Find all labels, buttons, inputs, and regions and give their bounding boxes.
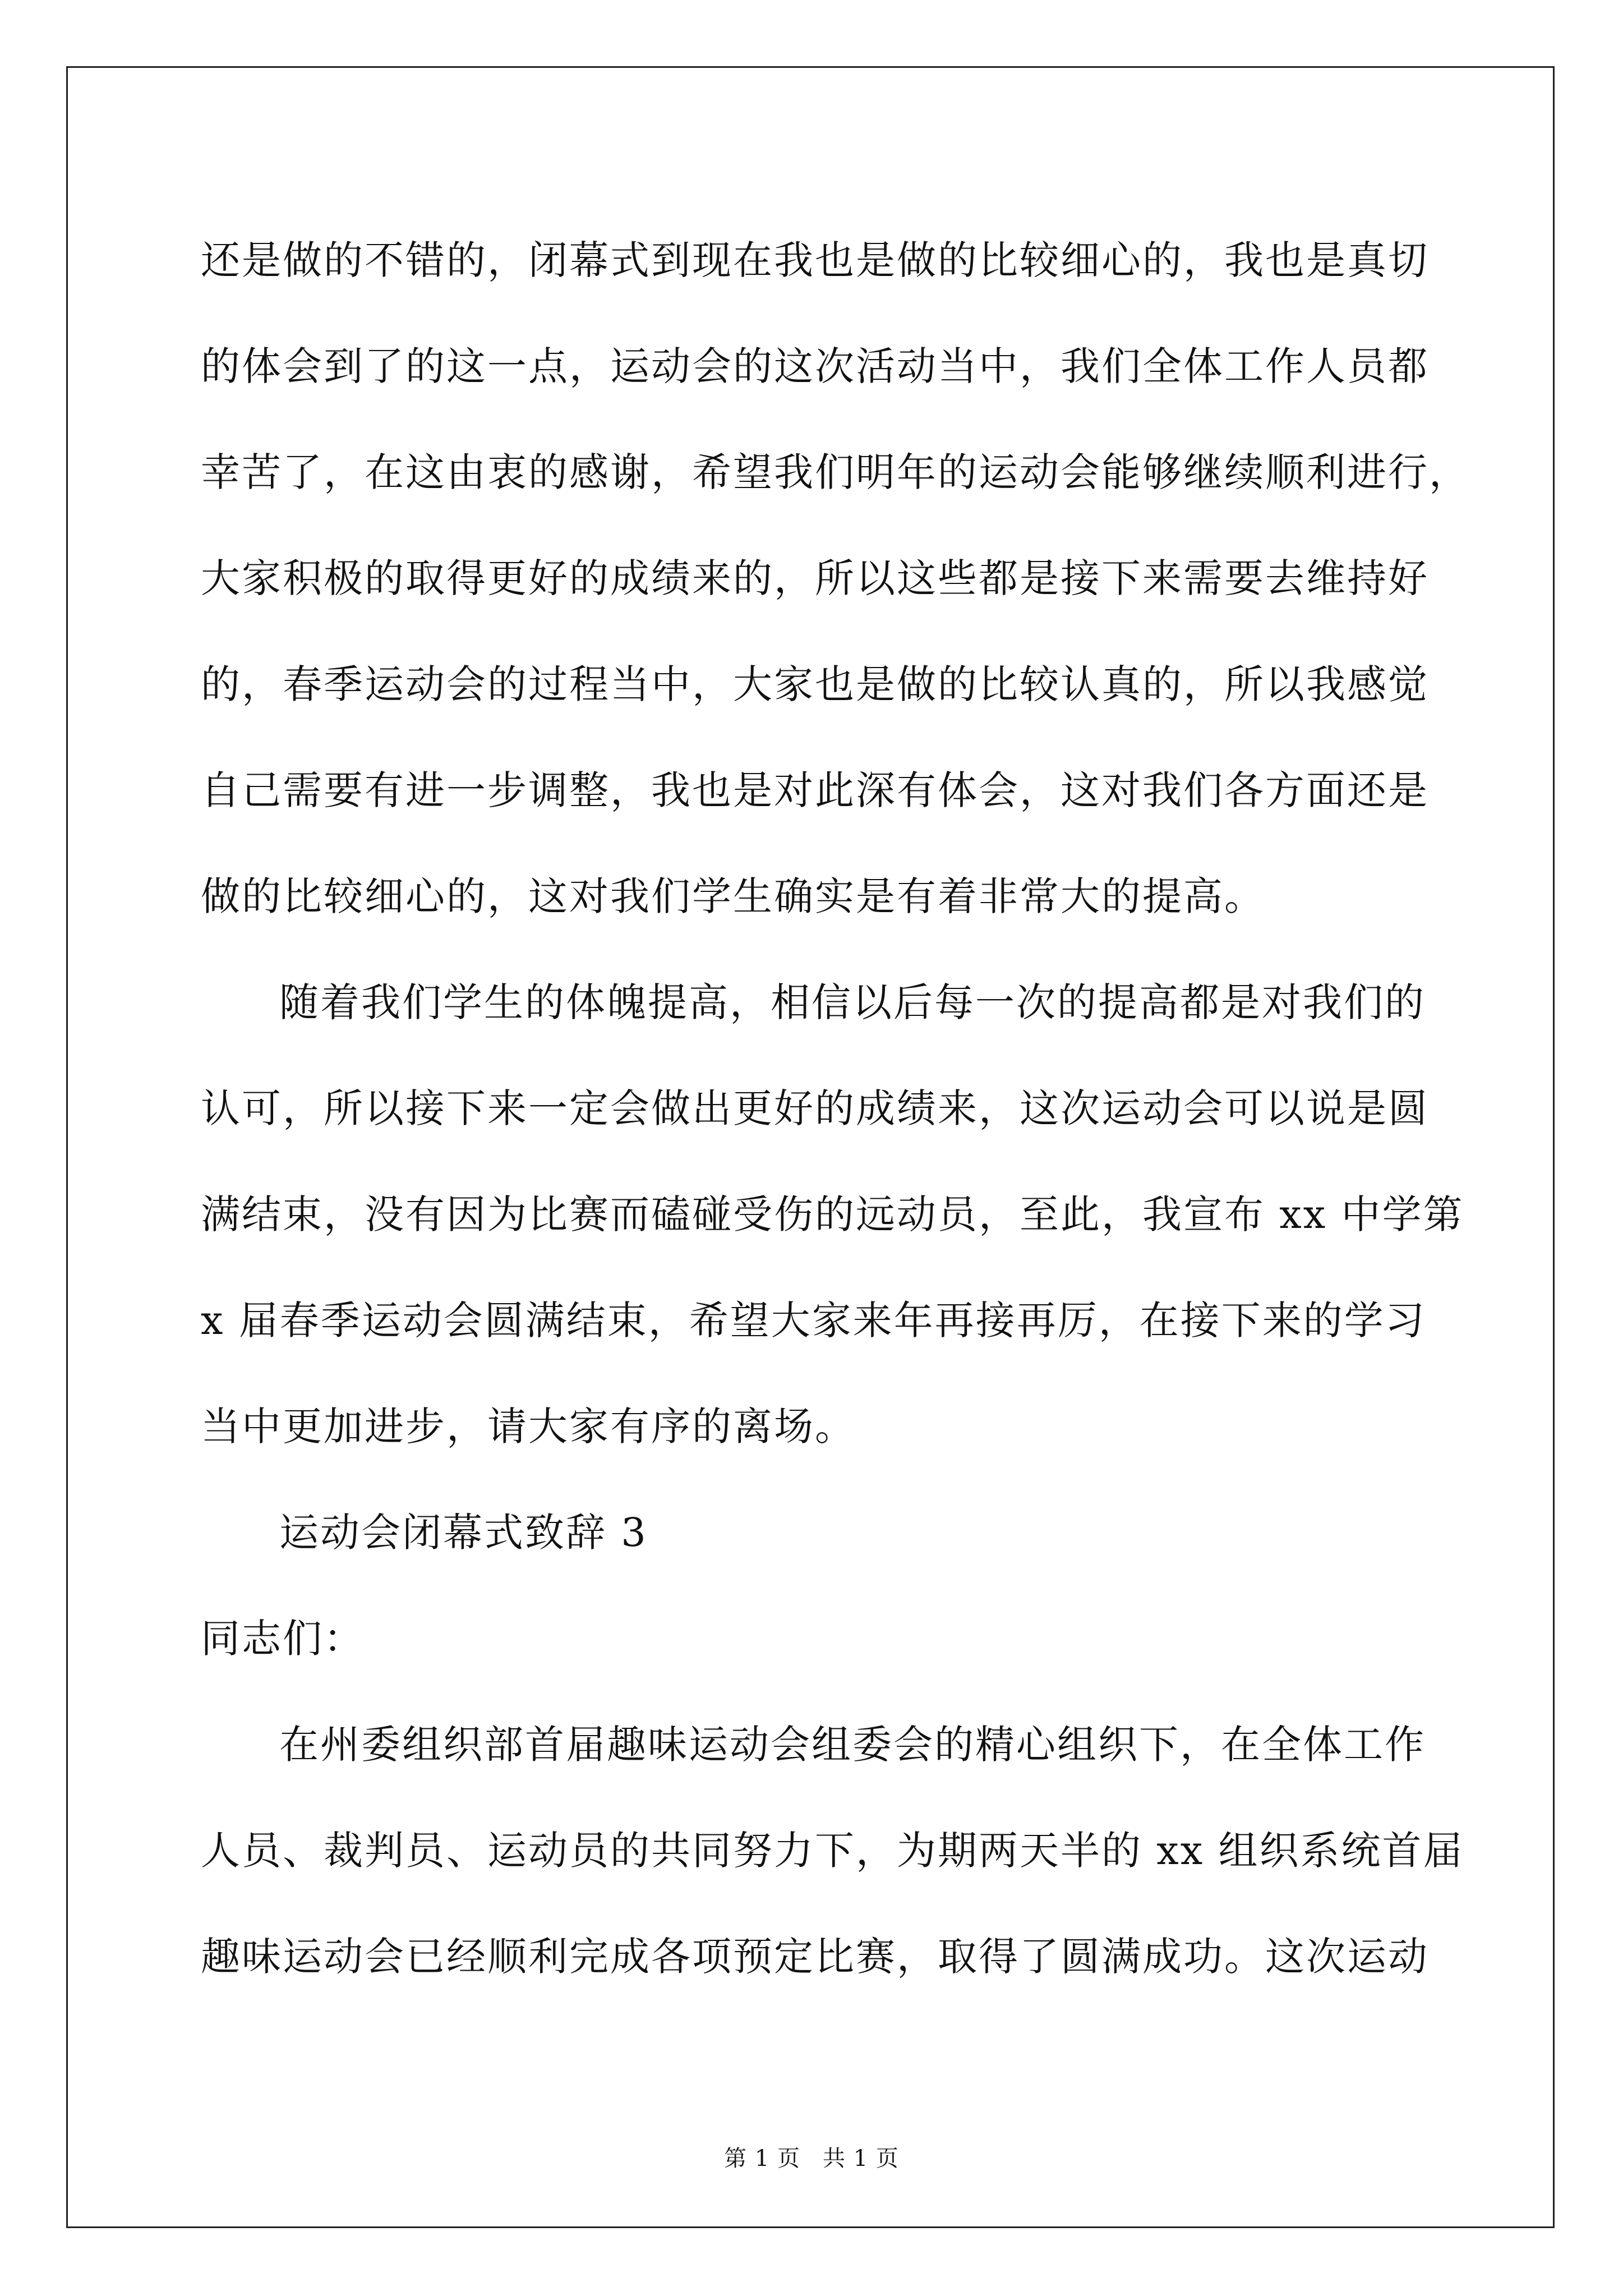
page-footer [0, 2142, 1623, 2175]
salutation: 同志们： [201, 1616, 365, 1662]
paragraph-line: 的体会到了的这一点，运动会的这次活动当中，我们全体工作人员都 [201, 343, 1429, 389]
paragraph-line: 满结束，没有因为比赛而磕碰受伤的远动员，至此，我宣布 xx 中学第 [201, 1191, 1464, 1237]
page-number-total: 共 1 页 [823, 2146, 899, 2171]
paragraph-line: 幸苦了，在这由衷的感谢，希望我们明年的运动会能够继续顺利进行， [201, 449, 1470, 495]
paragraph-line: 还是做的不错的，闭幕式到现在我也是做的比较细心的，我也是真切 [201, 237, 1429, 283]
paragraph-line: 人员、裁判员、运动员的共同努力下，为期两天半的 xx 组织系统首届 [201, 1828, 1464, 1874]
document-body [201, 208, 1470, 2010]
paragraph-line: 在州委组织部首届趣味运动会组委会的精心组织下，在全体工作 [279, 1722, 1426, 1768]
page-number-current: 第 1 页 [724, 2146, 800, 2171]
paragraph-line: 自己需要有进一步调整，我也是对此深有体会，这对我们各方面还是 [201, 767, 1429, 813]
paragraph-line: x 届春季运动会圆满结束，希望大家来年再接再厉，在接下来的学习 [201, 1297, 1426, 1343]
paragraph-line: 当中更加进步，请大家有序的离场。 [201, 1404, 856, 1450]
paragraph-line: 的，春季运动会的过程当中，大家也是做的比较认真的，所以我感觉 [201, 661, 1429, 707]
paragraph-line: 大家积极的取得更好的成绩来的，所以这些都是接下来需要去维持好 [201, 555, 1429, 601]
section-heading: 运动会闭幕式致辞 3 [279, 1510, 648, 1556]
paragraph-line: 做的比较细心的，这对我们学生确实是有着非常大的提高。 [201, 873, 1265, 919]
paragraph-line: 认可，所以接下来一定会做出更好的成绩来，这次运动会可以说是圆 [201, 1085, 1429, 1131]
paragraph-line: 趣味运动会已经顺利完成各项预定比赛，取得了圆满成功。这次运动 [201, 1934, 1429, 1980]
paragraph-line: 随着我们学生的体魄提高，相信以后每一次的提高都是对我们的 [279, 979, 1426, 1025]
